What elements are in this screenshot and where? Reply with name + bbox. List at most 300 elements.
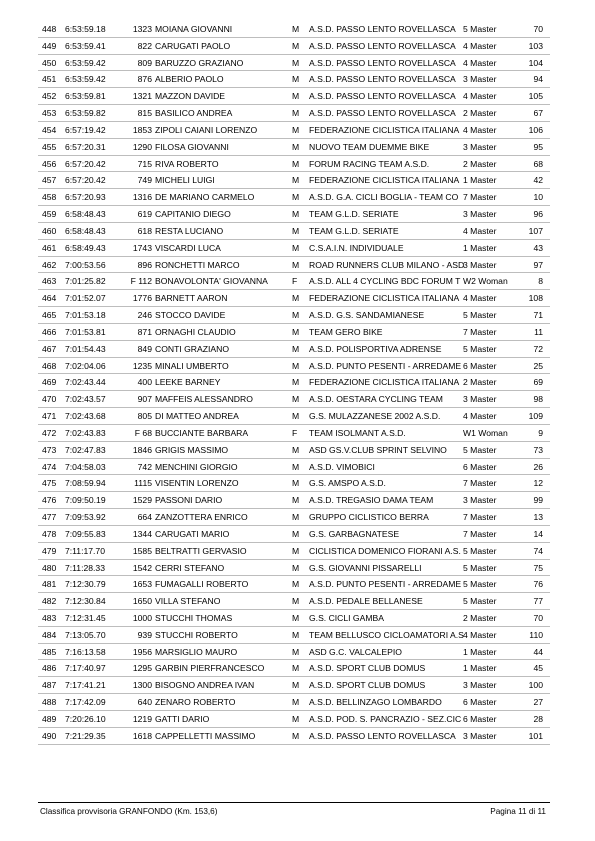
athlete-name-cell: ZANZOTTERA ENRICO	[155, 512, 248, 523]
sex-cell: M	[292, 377, 300, 388]
category-rank-cell: 104	[528, 57, 543, 68]
athlete-name-cell: BUCCIANTE BARBARA	[155, 427, 249, 438]
category-rank-cell: 42	[533, 175, 543, 186]
sex-cell: M	[292, 124, 300, 135]
table-row	[38, 408, 550, 425]
page-number: Pagina 11 di 11	[490, 807, 546, 816]
table-row	[38, 21, 550, 38]
athlete-name-cell: BASILICO ANDREA	[155, 108, 233, 119]
category-rank-cell: 26	[533, 461, 543, 472]
category-cell: 2 Master	[463, 108, 497, 119]
category-cell: 5 Master	[463, 444, 497, 455]
bib-number-cell: 1321	[132, 91, 152, 102]
category-rank-cell: 9	[538, 427, 543, 438]
bib-number-cell: 742	[137, 461, 152, 472]
sex-cell: M	[292, 141, 300, 152]
team-cell: FEDERAZIONE CICLISTICA ITALIANA	[309, 175, 460, 186]
category-cell: 3 Master	[463, 209, 497, 220]
position-cell: 481	[42, 579, 57, 590]
time-cell: 7:21:29.35	[65, 730, 106, 741]
position-cell: 465	[42, 310, 57, 321]
sex-cell: M	[292, 360, 300, 371]
bib-number-cell: 1323	[132, 24, 152, 34]
bib-number-cell: 805	[137, 411, 152, 422]
category-cell: 7 Master	[463, 478, 497, 489]
category-rank-cell: 25	[533, 360, 543, 371]
category-cell: 5 Master	[463, 24, 497, 34]
category-cell: 6 Master	[463, 360, 497, 371]
position-cell: 472	[42, 427, 57, 438]
time-cell: 7:17:40.97	[65, 663, 106, 674]
athlete-name-cell: CERRI STEFANO	[155, 562, 225, 573]
athlete-name-cell: MAFFEIS ALESSANDRO	[155, 394, 253, 405]
category-rank-cell: 72	[533, 343, 543, 354]
category-rank-cell: 101	[528, 730, 543, 741]
bib-number-cell: 664	[137, 512, 152, 523]
category-cell: 3 Master	[463, 394, 497, 405]
position-cell: 452	[42, 91, 57, 102]
position-cell: 474	[42, 461, 57, 472]
bib-number-cell: 1846	[132, 444, 152, 455]
team-cell: A.S.D. PASSO LENTO ROVELLASCA	[309, 108, 456, 119]
time-cell: 6:57:19.42	[65, 124, 106, 135]
table-row	[38, 459, 550, 476]
table-row	[38, 560, 550, 577]
team-cell: G.S. GARBAGNATESE	[309, 528, 400, 539]
position-cell: 450	[42, 57, 57, 68]
team-cell: TEAM G.L.D. SERIATE	[309, 225, 399, 236]
category-rank-cell: 100	[528, 680, 543, 691]
team-cell: A.S.D. BELLINZAGO LOMBARDO	[309, 697, 442, 708]
position-cell: 470	[42, 394, 57, 405]
category-cell: 3 Master	[463, 74, 497, 85]
category-rank-cell: 107	[528, 225, 543, 236]
athlete-name-cell: PASSONI DARIO	[155, 495, 223, 506]
category-cell: 3 Master	[463, 259, 497, 270]
time-cell: 7:09:50.19	[65, 495, 106, 506]
table-row	[38, 711, 550, 728]
time-cell: 7:12:30.79	[65, 579, 106, 590]
position-cell: 451	[42, 74, 57, 85]
category-cell: 1 Master	[463, 646, 497, 657]
time-cell: 7:00:53.56	[65, 259, 106, 270]
athlete-name-cell: GARBIN PIERFRANCESCO	[155, 663, 265, 674]
table-row	[38, 694, 550, 711]
team-cell: G.S. CICLI GAMBA	[309, 612, 384, 623]
bib-number-cell: 1219	[132, 713, 152, 724]
position-cell: 456	[42, 158, 57, 169]
sex-cell: M	[292, 579, 300, 590]
category-rank-cell: 70	[533, 24, 543, 34]
time-cell: 7:01:25.82	[65, 276, 106, 287]
athlete-name-cell: RESTA LUCIANO	[155, 225, 224, 236]
position-cell: 448	[42, 24, 57, 34]
category-rank-cell: 96	[533, 209, 543, 220]
position-cell: 466	[42, 326, 57, 337]
category-rank-cell: 67	[533, 108, 543, 119]
category-cell: 4 Master	[463, 57, 497, 68]
team-cell: G.S. MULAZZANESE 2002 A.S.D.	[309, 411, 441, 422]
bib-number-cell: 1956	[132, 646, 152, 657]
footer-title: Classifica provvisoria GRANFONDO (Km. 153,6)	[40, 807, 218, 816]
page-footer	[38, 802, 550, 821]
time-cell: 7:09:55.83	[65, 528, 106, 539]
position-cell: 461	[42, 242, 57, 253]
table-row	[38, 644, 550, 661]
sex-cell: M	[292, 57, 300, 68]
position-cell: 484	[42, 629, 57, 640]
athlete-name-cell: VILLA STEFANO	[155, 596, 221, 607]
table-row	[38, 610, 550, 627]
position-cell: 453	[42, 108, 57, 119]
athlete-name-cell: DI MATTEO ANDREA	[155, 411, 239, 422]
athlete-name-cell: STOCCO DAVIDE	[155, 310, 226, 321]
table-row	[38, 122, 550, 139]
category-rank-cell: 105	[528, 91, 543, 102]
bib-number-cell: 809	[137, 57, 152, 68]
time-cell: 7:02:43.57	[65, 394, 106, 405]
sex-cell: M	[292, 310, 300, 321]
category-cell: 3 Master	[463, 680, 497, 691]
team-cell: A.S.D. PUNTO PESENTI - ARREDAME	[309, 579, 462, 590]
table-row	[38, 189, 550, 206]
category-cell: W2 Woman	[463, 276, 508, 287]
time-cell: 7:17:42.09	[65, 697, 106, 708]
athlete-name-cell: BONAVOLONTA' GIOVANNA	[155, 276, 268, 287]
bib-number-cell: 1653	[132, 579, 152, 590]
bib-number-cell: 715	[137, 158, 152, 169]
sex-cell: M	[292, 478, 300, 489]
team-cell: A.S.D. PASSO LENTO ROVELLASCA	[309, 730, 456, 741]
category-cell: 7 Master	[463, 512, 497, 523]
team-cell: A.S.D. ALL 4 CYCLING BDC FORUM T	[309, 276, 461, 287]
category-rank-cell: 69	[533, 377, 543, 388]
sex-cell: M	[292, 91, 300, 102]
athlete-name-cell: RIVA ROBERTO	[155, 158, 219, 169]
position-cell: 486	[42, 663, 57, 674]
time-cell: 6:53:59.42	[65, 57, 106, 68]
athlete-name-cell: MICHELI LUIGI	[155, 175, 215, 186]
sex-cell: M	[292, 444, 300, 455]
team-cell: A.S.D. VIMOBICI	[309, 461, 375, 472]
table-row	[38, 660, 550, 677]
sex-cell: M	[292, 680, 300, 691]
category-rank-cell: 77	[533, 596, 543, 607]
time-cell: 6:57:20.31	[65, 141, 106, 152]
bib-number-cell: 1585	[132, 545, 152, 556]
time-cell: 7:17:41.21	[65, 680, 106, 691]
time-cell: 6:57:20.42	[65, 158, 106, 169]
category-rank-cell: 73	[533, 444, 543, 455]
table-row	[38, 509, 550, 526]
category-cell: 6 Master	[463, 461, 497, 472]
team-cell: FEDERAZIONE CICLISTICA ITALIANA	[309, 377, 460, 388]
table-row	[38, 442, 550, 459]
time-cell: 7:12:30.84	[65, 596, 106, 607]
sex-cell: M	[292, 545, 300, 556]
team-cell: TEAM G.L.D. SERIATE	[309, 209, 399, 220]
time-cell: 7:13:05.70	[65, 629, 106, 640]
category-rank-cell: 94	[533, 74, 543, 85]
sex-cell: M	[292, 394, 300, 405]
bib-number-cell: 1316	[132, 192, 152, 203]
bib-number-cell: 1290	[132, 141, 152, 152]
bib-number-cell: 400	[137, 377, 152, 388]
athlete-name-cell: FUMAGALLI ROBERTO	[155, 579, 249, 590]
team-cell: A.S.D. PEDALE BELLANESE	[309, 596, 423, 607]
time-cell: 7:01:53.81	[65, 326, 106, 337]
athlete-name-cell: RONCHETTI MARCO	[155, 259, 240, 270]
position-cell: 487	[42, 680, 57, 691]
athlete-name-cell: MINALI UMBERTO	[155, 360, 229, 371]
sex-cell: M	[292, 326, 300, 337]
sex-cell: M	[292, 562, 300, 573]
bib-number-cell: 1529	[132, 495, 152, 506]
table-row	[38, 475, 550, 492]
position-cell: 471	[42, 411, 57, 422]
category-rank-cell: 106	[528, 124, 543, 135]
time-cell: 6:58:49.43	[65, 242, 106, 253]
table-row	[38, 543, 550, 560]
team-cell: A.S.D. PASSO LENTO ROVELLASCA	[309, 74, 456, 85]
category-cell: 1 Master	[463, 663, 497, 674]
category-cell: 4 Master	[463, 91, 497, 102]
team-cell: TEAM GERO BIKE	[309, 326, 383, 337]
athlete-name-cell: MAZZON DAVIDE	[155, 91, 226, 102]
category-cell: 3 Master	[463, 141, 497, 152]
sex-cell: M	[292, 713, 300, 724]
time-cell: 6:53:59.41	[65, 40, 106, 51]
category-rank-cell: 70	[533, 612, 543, 623]
category-cell: 6 Master	[463, 713, 497, 724]
athlete-name-cell: MENCHINI GIORGIO	[155, 461, 238, 472]
time-cell: 6:58:48.43	[65, 209, 106, 220]
position-cell: 463	[42, 276, 57, 287]
table-row	[38, 257, 550, 274]
table-row	[38, 290, 550, 307]
category-cell: 5 Master	[463, 343, 497, 354]
position-cell: 459	[42, 209, 57, 220]
athlete-name-cell: CARUGATI MARIO	[155, 528, 230, 539]
table-row	[38, 223, 550, 240]
time-cell: 6:53:59.82	[65, 108, 106, 119]
category-rank-cell: 108	[528, 293, 543, 304]
table-row	[38, 105, 550, 122]
bib-number-cell: 939	[137, 629, 152, 640]
category-cell: 5 Master	[463, 562, 497, 573]
time-cell: 7:02:43.83	[65, 427, 106, 438]
category-rank-cell: 43	[533, 242, 543, 253]
athlete-name-cell: BELTRATTI GERVASIO	[155, 545, 247, 556]
category-cell: 2 Master	[463, 158, 497, 169]
athlete-name-cell: GRIGIS MASSIMO	[155, 444, 229, 455]
sex-cell: M	[292, 629, 300, 640]
athlete-name-cell: BARNETT AARON	[155, 293, 228, 304]
table-row	[38, 156, 550, 173]
category-cell: 5 Master	[463, 310, 497, 321]
category-rank-cell: 44	[533, 646, 543, 657]
category-cell: 3 Master	[463, 495, 497, 506]
athlete-name-cell: ALBERIO PAOLO	[155, 74, 224, 85]
sex-cell: M	[292, 225, 300, 236]
bib-number-cell: 1853	[132, 124, 152, 135]
sex-cell: M	[292, 192, 300, 203]
category-rank-cell: 98	[533, 394, 543, 405]
category-cell: 1 Master	[463, 175, 497, 186]
table-row	[38, 593, 550, 610]
team-cell: GRUPPO CICLISTICO BERRA	[309, 512, 429, 523]
table-row	[38, 341, 550, 358]
time-cell: 7:09:53.92	[65, 512, 106, 523]
sex-cell: M	[292, 209, 300, 220]
bib-number-cell: 876	[137, 74, 152, 85]
category-rank-cell: 8	[538, 276, 543, 287]
position-cell: 458	[42, 192, 57, 203]
athlete-name-cell: CAPPELLETTI MASSIMO	[155, 730, 256, 741]
time-cell: 7:02:43.44	[65, 377, 106, 388]
position-cell: 457	[42, 175, 57, 186]
sex-cell: M	[292, 242, 300, 253]
category-cell: 5 Master	[463, 596, 497, 607]
bib-number-cell: 1776	[132, 293, 152, 304]
sex-cell: M	[292, 730, 300, 741]
position-cell: 464	[42, 293, 57, 304]
time-cell: 7:11:17.70	[65, 545, 105, 556]
category-rank-cell: 74	[533, 545, 543, 556]
position-cell: 476	[42, 495, 57, 506]
time-cell: 7:01:52.07	[65, 293, 106, 304]
category-cell: 7 Master	[463, 326, 497, 337]
sex-cell: M	[292, 512, 300, 523]
category-cell: 5 Master	[463, 579, 497, 590]
category-rank-cell: 109	[528, 411, 543, 422]
team-cell: A.S.D. G.A. CICLI BOGLIA - TEAM CO	[309, 192, 459, 203]
athlete-name-cell: BARUZZO GRAZIANO	[155, 57, 244, 68]
team-cell: ROAD RUNNERS CLUB MILANO - ASD	[309, 259, 465, 270]
bib-number-cell: 849	[137, 343, 152, 354]
athlete-name-cell: ZENARO ROBERTO	[155, 697, 236, 708]
category-rank-cell: 14	[533, 528, 543, 539]
table-row	[38, 627, 550, 644]
position-cell: 475	[42, 478, 57, 489]
bib-number-cell: 1743	[132, 242, 152, 253]
athlete-name-cell: LEEKE BARNEY	[155, 377, 221, 388]
category-cell: 2 Master	[463, 612, 497, 623]
time-cell: 7:12:31.45	[65, 612, 106, 623]
results-table	[38, 21, 550, 745]
category-rank-cell: 11	[534, 326, 543, 337]
position-cell: 483	[42, 612, 57, 623]
category-cell: 4 Master	[463, 225, 497, 236]
position-cell: 488	[42, 697, 57, 708]
bib-number-cell: 749	[137, 175, 152, 186]
position-cell: 468	[42, 360, 57, 371]
position-cell: 449	[42, 40, 57, 51]
sex-cell: M	[292, 158, 300, 169]
bib-number-cell: 1295	[132, 663, 152, 674]
team-cell: G.S. GIOVANNI PISSARELLI	[309, 562, 422, 573]
category-rank-cell: 110	[529, 629, 543, 640]
time-cell: 6:57:20.93	[65, 192, 106, 203]
category-cell: 4 Master	[463, 293, 497, 304]
team-cell: FEDERAZIONE CICLISTICA ITALIANA	[309, 293, 460, 304]
table-row	[38, 38, 550, 55]
sex-cell: F	[292, 427, 298, 438]
team-cell: A.S.D. POD. S. PANCRAZIO - SEZ.CIC	[309, 713, 462, 724]
time-cell: 6:53:59.42	[65, 74, 106, 85]
sex-cell: M	[292, 596, 300, 607]
sex-cell: M	[292, 293, 300, 304]
athlete-name-cell: CONTI GRAZIANO	[155, 343, 230, 354]
table-row	[38, 240, 550, 257]
time-cell: 7:02:04.06	[65, 360, 106, 371]
athlete-name-cell: MARSIGLIO MAURO	[155, 646, 238, 657]
time-cell: 7:02:47.83	[65, 444, 106, 455]
time-cell: 7:04:58.03	[65, 461, 106, 472]
team-cell: FEDERAZIONE CICLISTICA ITALIANA	[309, 124, 460, 135]
sex-cell: M	[292, 663, 300, 674]
athlete-name-cell: MOIANA GIOVANNI	[155, 24, 233, 34]
team-cell: CICLISTICA DOMENICO FIORANI A.S.	[309, 545, 461, 556]
time-cell: 7:20:26.10	[65, 713, 106, 724]
category-rank-cell: 27	[533, 697, 543, 708]
category-rank-cell: 10	[533, 192, 543, 203]
category-rank-cell: 97	[533, 259, 543, 270]
sex-cell: M	[292, 259, 300, 270]
category-rank-cell: 103	[528, 40, 543, 51]
table-row	[38, 324, 550, 341]
team-cell: ASD G.C. VALCALEPIO	[309, 646, 402, 657]
category-cell: 7 Master	[463, 192, 497, 203]
table-row	[38, 677, 550, 694]
category-rank-cell: 12	[533, 478, 543, 489]
category-cell: 2 Master	[463, 377, 497, 388]
table-row	[38, 526, 550, 543]
time-cell: 7:16:13.58	[65, 646, 106, 657]
athlete-name-cell: VISCARDI LUCA	[155, 242, 221, 253]
category-rank-cell: 45	[533, 663, 543, 674]
table-row	[38, 374, 550, 391]
team-cell: A.S.D. TREGASIO DAMA TEAM	[309, 495, 434, 506]
sex-cell: M	[292, 528, 300, 539]
sex-cell: M	[292, 74, 300, 85]
category-rank-cell: 13	[533, 512, 543, 523]
table-row	[38, 307, 550, 324]
position-cell: 462	[42, 259, 57, 270]
team-cell: A.S.D. G.S. SANDAMIANESE	[309, 310, 425, 321]
team-cell: A.S.D. PUNTO PESENTI - ARREDAME	[309, 360, 462, 371]
sex-cell: M	[292, 646, 300, 657]
sex-cell: M	[292, 411, 300, 422]
position-cell: 489	[42, 713, 57, 724]
athlete-name-cell: GATTI DARIO	[155, 713, 210, 724]
team-cell: A.S.D. SPORT CLUB DOMUS	[309, 663, 426, 674]
table-row	[38, 88, 550, 105]
position-cell: 473	[42, 444, 57, 455]
category-rank-cell: 95	[533, 141, 543, 152]
table-row	[38, 206, 550, 223]
position-cell: 454	[42, 124, 57, 135]
team-cell: A.S.D. PASSO LENTO ROVELLASCA	[309, 57, 456, 68]
sex-cell: M	[292, 40, 300, 51]
athlete-name-cell: STUCCHI THOMAS	[155, 612, 233, 623]
bib-number-cell: 246	[137, 310, 152, 321]
category-rank-cell: 71	[533, 310, 543, 321]
bib-number-cell: 815	[137, 108, 152, 119]
team-cell: TEAM BELLUSCO CICLOAMATORI A.S	[309, 629, 464, 640]
team-cell: C.S.A.I.N. INDIVIDUALE	[309, 242, 404, 253]
time-cell: 7:02:43.68	[65, 411, 106, 422]
